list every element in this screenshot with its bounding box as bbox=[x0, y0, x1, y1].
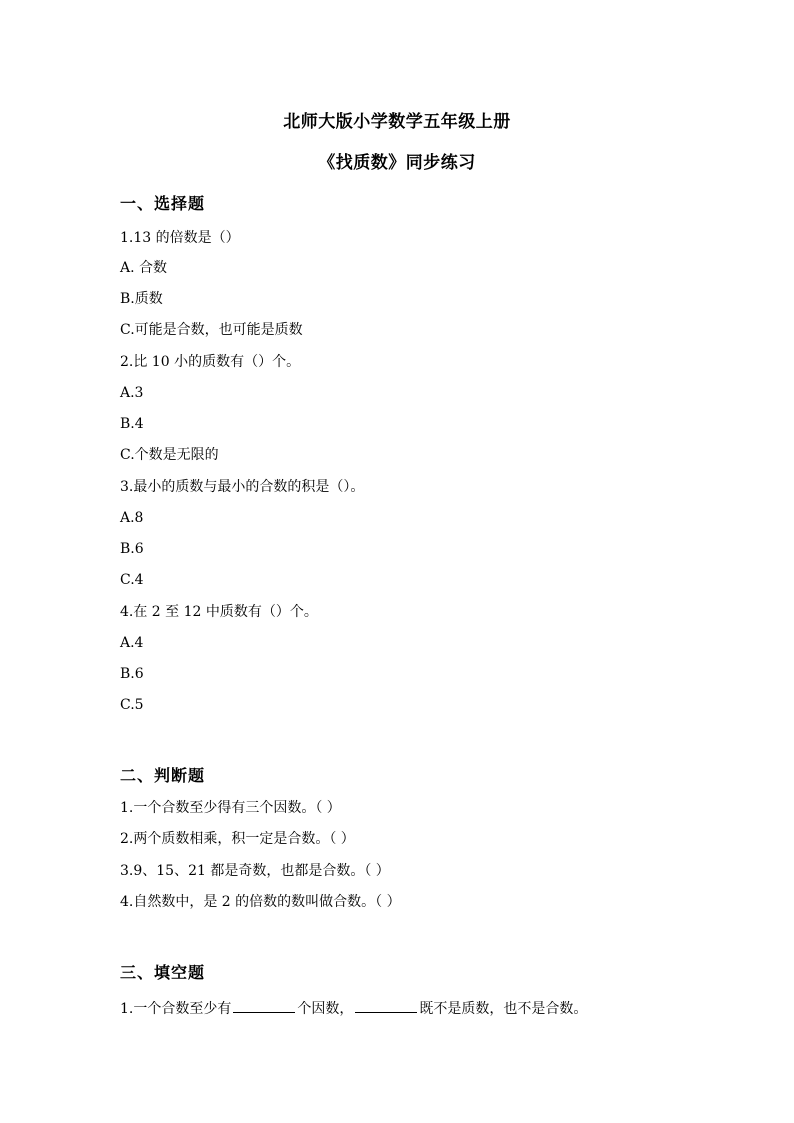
question-stem: 2.比 10 小的质数有（）个。 bbox=[120, 354, 301, 370]
section-heading-judge: 二、判断题 bbox=[120, 766, 206, 785]
question-option: A.3 bbox=[120, 385, 144, 401]
answer-blank[interactable] bbox=[355, 998, 417, 1013]
judge-item: 1.一个合数至少得有三个因数。（ ） bbox=[120, 800, 341, 816]
question-option: B.质数 bbox=[120, 291, 163, 307]
question-option: A.4 bbox=[120, 635, 144, 651]
question-option: C.5 bbox=[120, 697, 144, 713]
judge-item: 2.两个质数相乘，积一定是合数。（ ） bbox=[120, 831, 355, 847]
question-stem: 1.13 的倍数是（） bbox=[120, 230, 240, 246]
fill-item-text: 1.一个合数至少有 bbox=[120, 1001, 232, 1017]
document-subtitle: 《找质数》同步练习 bbox=[318, 153, 476, 173]
question-option: B.4 bbox=[120, 416, 144, 432]
question-option: B.6 bbox=[120, 666, 144, 682]
answer-blank[interactable] bbox=[233, 998, 295, 1013]
section-heading-fill: 三、填空题 bbox=[120, 963, 206, 982]
fill-item bbox=[120, 998, 587, 1018]
fill-item-text: 既不是质数，也不是合数。 bbox=[419, 1001, 588, 1017]
question-option: A.8 bbox=[120, 510, 144, 526]
question-option: A. 合数 bbox=[120, 260, 168, 276]
question-stem: 4.在 2 至 12 中质数有（）个。 bbox=[120, 604, 318, 620]
question-stem: 3.最小的质数与最小的合数的积是（）。 bbox=[120, 479, 365, 495]
document-title: 北师大版小学数学五年级上册 bbox=[283, 112, 511, 132]
section-heading-choice: 一、选择题 bbox=[120, 194, 206, 213]
judge-item: 3.9、15、21 都是奇数，也都是合数。（ ） bbox=[120, 863, 390, 879]
question-option: B.6 bbox=[120, 541, 144, 557]
judge-item: 4.自然数中，是 2 的倍数的数叫做合数。（ ） bbox=[120, 894, 401, 910]
question-option: C.个数是无限的 bbox=[120, 447, 219, 463]
fill-item-text: 个因数， bbox=[297, 1001, 354, 1017]
question-option: C.可能是合数，也可能是质数 bbox=[120, 322, 303, 338]
question-option: C.4 bbox=[120, 572, 144, 588]
